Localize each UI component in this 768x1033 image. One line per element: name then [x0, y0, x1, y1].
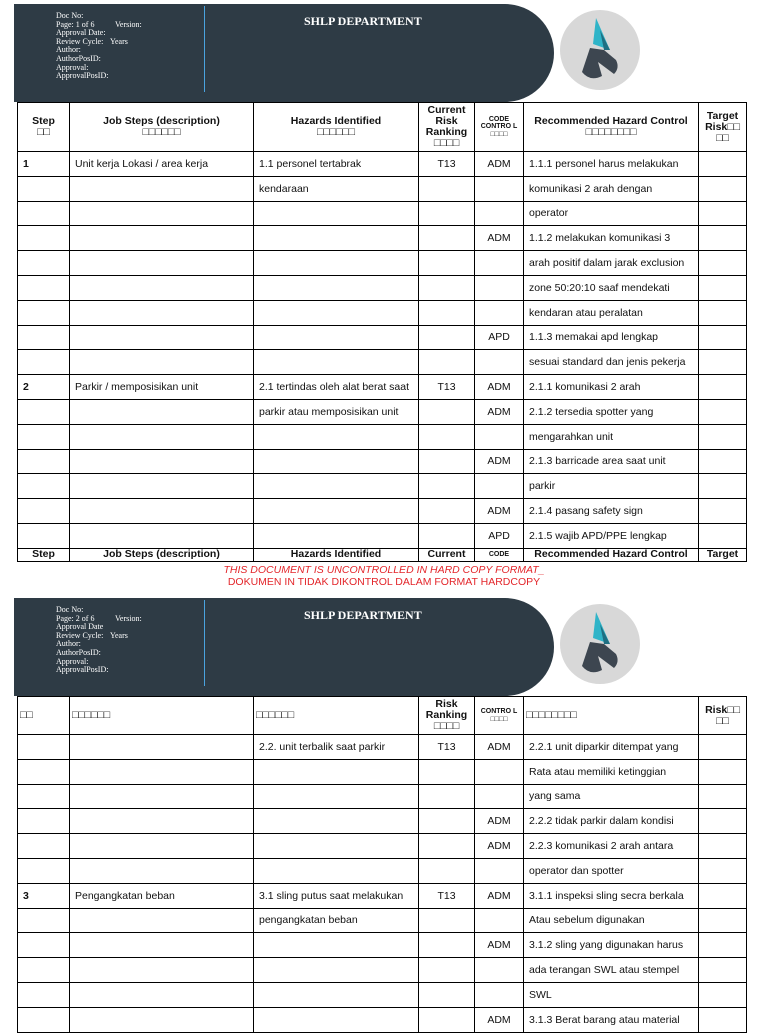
target-cell [699, 201, 747, 226]
control-cell: arah positif dalam jarak exclusion [524, 251, 699, 276]
control-cell: 3.1.2 sling yang digunakan harus [524, 933, 699, 958]
col-code: CONTRO L □□□□ [475, 697, 524, 735]
step-cell [18, 858, 70, 883]
control-cell: 1.1.2 melakukan komunikasi 3 [524, 226, 699, 251]
target-cell [699, 375, 747, 400]
control-cell: 1.1.3 memakai apd lengkap [524, 325, 699, 350]
uncontrolled-notice [0, 564, 768, 588]
target-cell [699, 350, 747, 375]
years-label: Years [110, 630, 128, 640]
code-cell [475, 474, 524, 499]
header-meta [56, 11, 142, 81]
code-cell [475, 958, 524, 983]
table-row [18, 474, 747, 499]
table-row [18, 933, 747, 958]
version-label: Version: [115, 19, 142, 29]
hazard-cell [254, 809, 419, 834]
footer-risk: Current [419, 548, 475, 561]
footer-hazards: Hazards Identified [254, 548, 419, 561]
author-label: Author: [56, 45, 81, 55]
footer-code: CODE [475, 548, 524, 561]
col-risk: Current Risk Ranking □□□□ [419, 103, 475, 152]
step-cell [18, 251, 70, 276]
notice-line-2: DOKUMEN IN TIDAK DIKONTROL DALAM FORMAT HARDCOPY [227, 576, 541, 588]
step-cell [18, 499, 70, 524]
table-footer-row [18, 548, 747, 561]
job-step-cell [70, 858, 254, 883]
control-cell: Atau sebelum digunakan [524, 908, 699, 933]
control-cell: 2.1.4 pasang safety sign [524, 499, 699, 524]
author-label: Author: [56, 639, 81, 649]
table-row [18, 424, 747, 449]
table-row [18, 735, 747, 760]
header-banner [14, 598, 554, 696]
step-cell [18, 226, 70, 251]
page-2 [0, 598, 768, 1024]
col-hazards: Hazards Identified □□□□□□ [254, 103, 419, 152]
table-header-row [18, 697, 747, 735]
hazard-cell: 2.1 tertindas oleh alat berat saat [254, 375, 419, 400]
control-cell: Rata atau memiliki ketinggian [524, 759, 699, 784]
hazard-cell [254, 858, 419, 883]
target-cell [699, 982, 747, 1007]
risk-cell [419, 858, 475, 883]
target-cell [699, 908, 747, 933]
col-hazards: □□□□□□ [254, 697, 419, 735]
job-step-cell [70, 226, 254, 251]
step-cell [18, 982, 70, 1007]
document-header [14, 598, 646, 696]
header-meta [56, 605, 142, 675]
code-cell: ADM [475, 399, 524, 424]
code-cell: ADM [475, 1007, 524, 1032]
risk-cell [419, 300, 475, 325]
approval-date-label: Approval Date: [56, 28, 106, 38]
table-row [18, 784, 747, 809]
approval-label: Approval: [56, 656, 89, 666]
table-row [18, 275, 747, 300]
job-step-cell [70, 1007, 254, 1032]
step-cell [18, 958, 70, 983]
risk-cell [419, 499, 475, 524]
target-cell [699, 474, 747, 499]
code-cell: ADM [475, 499, 524, 524]
code-cell: ADM [475, 834, 524, 859]
review-cycle-label: Review Cycle: [56, 630, 104, 640]
risk-cell [419, 523, 475, 548]
target-cell [699, 399, 747, 424]
table-row [18, 908, 747, 933]
step-cell [18, 201, 70, 226]
table-row [18, 883, 747, 908]
job-step-cell [70, 201, 254, 226]
step-cell [18, 424, 70, 449]
control-cell: operator dan spotter [524, 858, 699, 883]
code-cell: ADM [475, 375, 524, 400]
risk-cell [419, 275, 475, 300]
target-cell [699, 499, 747, 524]
col-job-steps: Job Steps (description) □□□□□□ [70, 103, 254, 152]
author-pos-id-label: AuthorPosID: [56, 647, 101, 657]
control-cell: 2.1.3 barricade area saat unit [524, 449, 699, 474]
step-cell [18, 933, 70, 958]
job-step-cell [70, 523, 254, 548]
document-header [14, 4, 646, 102]
job-step-cell [70, 300, 254, 325]
target-cell [699, 809, 747, 834]
footer-job-steps: Job Steps (description) [70, 548, 254, 561]
hazard-cell [254, 784, 419, 809]
table-row [18, 300, 747, 325]
step-cell [18, 300, 70, 325]
risk-cell [419, 350, 475, 375]
code-cell: APD [475, 325, 524, 350]
step-cell [18, 1007, 70, 1032]
step-cell: 2 [18, 375, 70, 400]
risk-cell: T13 [419, 883, 475, 908]
control-cell: ada terangan SWL atau stempel [524, 958, 699, 983]
risk-cell: T13 [419, 735, 475, 760]
code-cell: ADM [475, 883, 524, 908]
hazard-cell: parkir atau memposisikan unit [254, 399, 419, 424]
hazard-cell [254, 226, 419, 251]
hazard-cell [254, 275, 419, 300]
job-step-cell [70, 474, 254, 499]
step-cell [18, 399, 70, 424]
risk-cell [419, 399, 475, 424]
risk-cell [419, 958, 475, 983]
step-cell [18, 523, 70, 548]
table-row [18, 759, 747, 784]
code-cell: ADM [475, 735, 524, 760]
control-cell: 2.1.2 tersedia spotter yang [524, 399, 699, 424]
code-cell: ADM [475, 933, 524, 958]
hazard-cell [254, 523, 419, 548]
job-step-cell [70, 834, 254, 859]
job-step-cell [70, 982, 254, 1007]
target-cell [699, 300, 747, 325]
risk-cell [419, 201, 475, 226]
department-title: SHLP DEPARTMENT [304, 608, 422, 622]
hazard-cell [254, 759, 419, 784]
risk-cell [419, 1007, 475, 1032]
step-cell: 1 [18, 152, 70, 177]
risk-cell: T13 [419, 375, 475, 400]
target-cell [699, 735, 747, 760]
control-cell: 1.1.1 personel harus melakukan [524, 152, 699, 177]
code-cell: ADM [475, 226, 524, 251]
job-step-cell [70, 908, 254, 933]
code-cell: APD [475, 523, 524, 548]
hazard-cell [254, 958, 419, 983]
hazard-cell [254, 933, 419, 958]
step-cell [18, 176, 70, 201]
code-cell [475, 858, 524, 883]
target-cell [699, 325, 747, 350]
code-cell: ADM [475, 809, 524, 834]
author-pos-id-label: AuthorPosID: [56, 53, 101, 63]
col-control: Recommended Hazard Control □□□□□□□□ [524, 103, 699, 152]
target-cell [699, 449, 747, 474]
step-cell [18, 908, 70, 933]
job-step-cell [70, 809, 254, 834]
risk-cell [419, 449, 475, 474]
table-row [18, 375, 747, 400]
hazard-cell: kendaraan [254, 176, 419, 201]
hazard-cell [254, 449, 419, 474]
control-cell: yang sama [524, 784, 699, 809]
step-cell [18, 325, 70, 350]
table-row [18, 176, 747, 201]
header-banner [14, 4, 554, 102]
code-cell [475, 784, 524, 809]
job-step-cell [70, 424, 254, 449]
table-row [18, 809, 747, 834]
code-cell: ADM [475, 152, 524, 177]
control-cell: komunikasi 2 arah dengan [524, 176, 699, 201]
table-row [18, 152, 747, 177]
target-cell [699, 759, 747, 784]
job-step-cell [70, 958, 254, 983]
step-cell [18, 759, 70, 784]
table-row [18, 858, 747, 883]
hazard-cell [254, 424, 419, 449]
code-cell [475, 982, 524, 1007]
step-cell: 3 [18, 883, 70, 908]
control-cell: 3.1.3 Berat barang atau material [524, 1007, 699, 1032]
risk-cell [419, 933, 475, 958]
col-risk: Risk Ranking □□□□ [419, 697, 475, 735]
hazard-cell [254, 350, 419, 375]
code-cell [475, 275, 524, 300]
job-step-cell [70, 325, 254, 350]
control-cell: zone 50:20:10 saaf mendekati [524, 275, 699, 300]
target-cell [699, 424, 747, 449]
header-divider [204, 6, 205, 92]
job-step-cell [70, 275, 254, 300]
job-step-cell [70, 499, 254, 524]
job-step-cell [70, 933, 254, 958]
department-title: SHLP DEPARTMENT [304, 14, 422, 28]
target-cell [699, 933, 747, 958]
page-number: Page: 1 of 6 [56, 19, 95, 29]
risk-cell [419, 834, 475, 859]
code-cell: ADM [475, 449, 524, 474]
logo-area [554, 4, 646, 102]
hazard-cell [254, 834, 419, 859]
target-cell [699, 958, 747, 983]
table-header-row [18, 103, 747, 152]
header-divider [204, 600, 205, 686]
code-cell [475, 201, 524, 226]
step-cell [18, 449, 70, 474]
table-row [18, 834, 747, 859]
control-cell: 2.2.2 tidak parkir dalam kondisi [524, 809, 699, 834]
control-cell: kendaran atau peralatan [524, 300, 699, 325]
table-row [18, 449, 747, 474]
notice-line-1: THIS DOCUMENT IS UNCONTROLLED IN HARD COPY FORMAT_ [223, 564, 545, 576]
target-cell [699, 784, 747, 809]
table-row [18, 499, 747, 524]
control-cell: SWL [524, 982, 699, 1007]
version-label: Version: [115, 613, 142, 623]
table-row [18, 523, 747, 548]
step-cell [18, 834, 70, 859]
target-cell [699, 834, 747, 859]
doc-no-label: Doc No: [56, 605, 84, 614]
job-step-cell [70, 449, 254, 474]
approval-label: Approval: [56, 62, 89, 72]
code-cell [475, 251, 524, 276]
code-cell [475, 350, 524, 375]
col-step: Step □□ [18, 103, 70, 152]
target-cell [699, 523, 747, 548]
job-step-cell [70, 399, 254, 424]
footer-target: Target [699, 548, 747, 561]
risk-cell [419, 908, 475, 933]
hazard-cell [254, 251, 419, 276]
risk-cell [419, 474, 475, 499]
target-cell [699, 152, 747, 177]
code-cell [475, 908, 524, 933]
target-cell [699, 176, 747, 201]
review-cycle-label: Review Cycle: [56, 36, 104, 46]
col-job-steps: □□□□□□ [70, 697, 254, 735]
approval-pos-id-label: ApprovalPosID: [56, 665, 109, 675]
logo-area [554, 598, 646, 696]
col-code: CODE CONTRO L □□□□ [475, 103, 524, 152]
hazard-cell [254, 499, 419, 524]
years-label: Years [110, 36, 128, 46]
table-row [18, 251, 747, 276]
hazard-cell [254, 1007, 419, 1032]
hazard-cell [254, 201, 419, 226]
target-cell [699, 226, 747, 251]
company-logo-icon [560, 10, 640, 90]
control-cell: 2.2.1 unit diparkir ditempat yang [524, 735, 699, 760]
col-target: Target Risk□□ □□ [699, 103, 747, 152]
job-step-cell: Parkir / memposisikan unit [70, 375, 254, 400]
hazard-cell [254, 300, 419, 325]
table-row [18, 325, 747, 350]
hazard-cell: 1.1 personel tertabrak [254, 152, 419, 177]
risk-cell: T13 [419, 152, 475, 177]
hazard-cell: 2.2. unit terbalik saat parkir [254, 735, 419, 760]
target-cell [699, 275, 747, 300]
risk-cell [419, 982, 475, 1007]
target-cell [699, 858, 747, 883]
table-row [18, 201, 747, 226]
approval-pos-id-label: ApprovalPosID: [56, 71, 109, 81]
risk-cell [419, 784, 475, 809]
job-step-cell [70, 176, 254, 201]
job-step-cell [70, 784, 254, 809]
table-row [18, 226, 747, 251]
col-target: Risk□□ □□ [699, 697, 747, 735]
target-cell [699, 251, 747, 276]
footer-control: Recommended Hazard Control [524, 548, 699, 561]
col-control: □□□□□□□□ [524, 697, 699, 735]
table-row [18, 1007, 747, 1032]
page-number: Page: 2 of 6 [56, 613, 95, 623]
step-cell [18, 474, 70, 499]
code-cell [475, 424, 524, 449]
step-cell [18, 275, 70, 300]
risk-cell [419, 176, 475, 201]
table-row [18, 350, 747, 375]
risk-cell [419, 809, 475, 834]
step-cell [18, 809, 70, 834]
company-logo-icon [560, 604, 640, 684]
control-cell: 3.1.1 inspeksi sling secra berkala [524, 883, 699, 908]
hazard-cell [254, 474, 419, 499]
step-cell [18, 735, 70, 760]
hazard-table-page-2 [17, 696, 747, 1033]
step-cell [18, 350, 70, 375]
col-step: □□ [18, 697, 70, 735]
table-row [18, 399, 747, 424]
job-step-cell: Unit kerja Lokasi / area kerja [70, 152, 254, 177]
hazard-cell [254, 982, 419, 1007]
table-body-page-2 [18, 735, 747, 1033]
code-cell [475, 300, 524, 325]
hazard-cell: 3.1 sling putus saat melakukan [254, 883, 419, 908]
risk-cell [419, 424, 475, 449]
code-cell [475, 176, 524, 201]
control-cell: mengarahkan unit [524, 424, 699, 449]
control-cell: operator [524, 201, 699, 226]
control-cell: parkir [524, 474, 699, 499]
table-body-page-1 [18, 152, 747, 549]
job-step-cell: Pengangkatan beban [70, 883, 254, 908]
footer-step: Step [18, 548, 70, 561]
job-step-cell [70, 735, 254, 760]
hazard-cell [254, 325, 419, 350]
risk-cell [419, 251, 475, 276]
target-cell [699, 1007, 747, 1032]
approval-date-label: Approval Date [56, 622, 104, 632]
job-step-cell [70, 251, 254, 276]
target-cell [699, 883, 747, 908]
table-row [18, 958, 747, 983]
hazard-cell: pengangkatan beban [254, 908, 419, 933]
risk-cell [419, 226, 475, 251]
hazard-table-page-1 [17, 102, 747, 562]
step-cell [18, 784, 70, 809]
control-cell: sesuai standard dan jenis pekerja [524, 350, 699, 375]
code-cell [475, 759, 524, 784]
table-row [18, 982, 747, 1007]
risk-cell [419, 759, 475, 784]
control-cell: 2.1.1 komunikasi 2 arah [524, 375, 699, 400]
control-cell: 2.1.5 wajib APD/PPE lengkap [524, 523, 699, 548]
job-step-cell [70, 350, 254, 375]
control-cell: 2.2.3 komunikasi 2 arah antara [524, 834, 699, 859]
risk-cell [419, 325, 475, 350]
doc-no-label: Doc No: [56, 11, 84, 20]
job-step-cell [70, 759, 254, 784]
